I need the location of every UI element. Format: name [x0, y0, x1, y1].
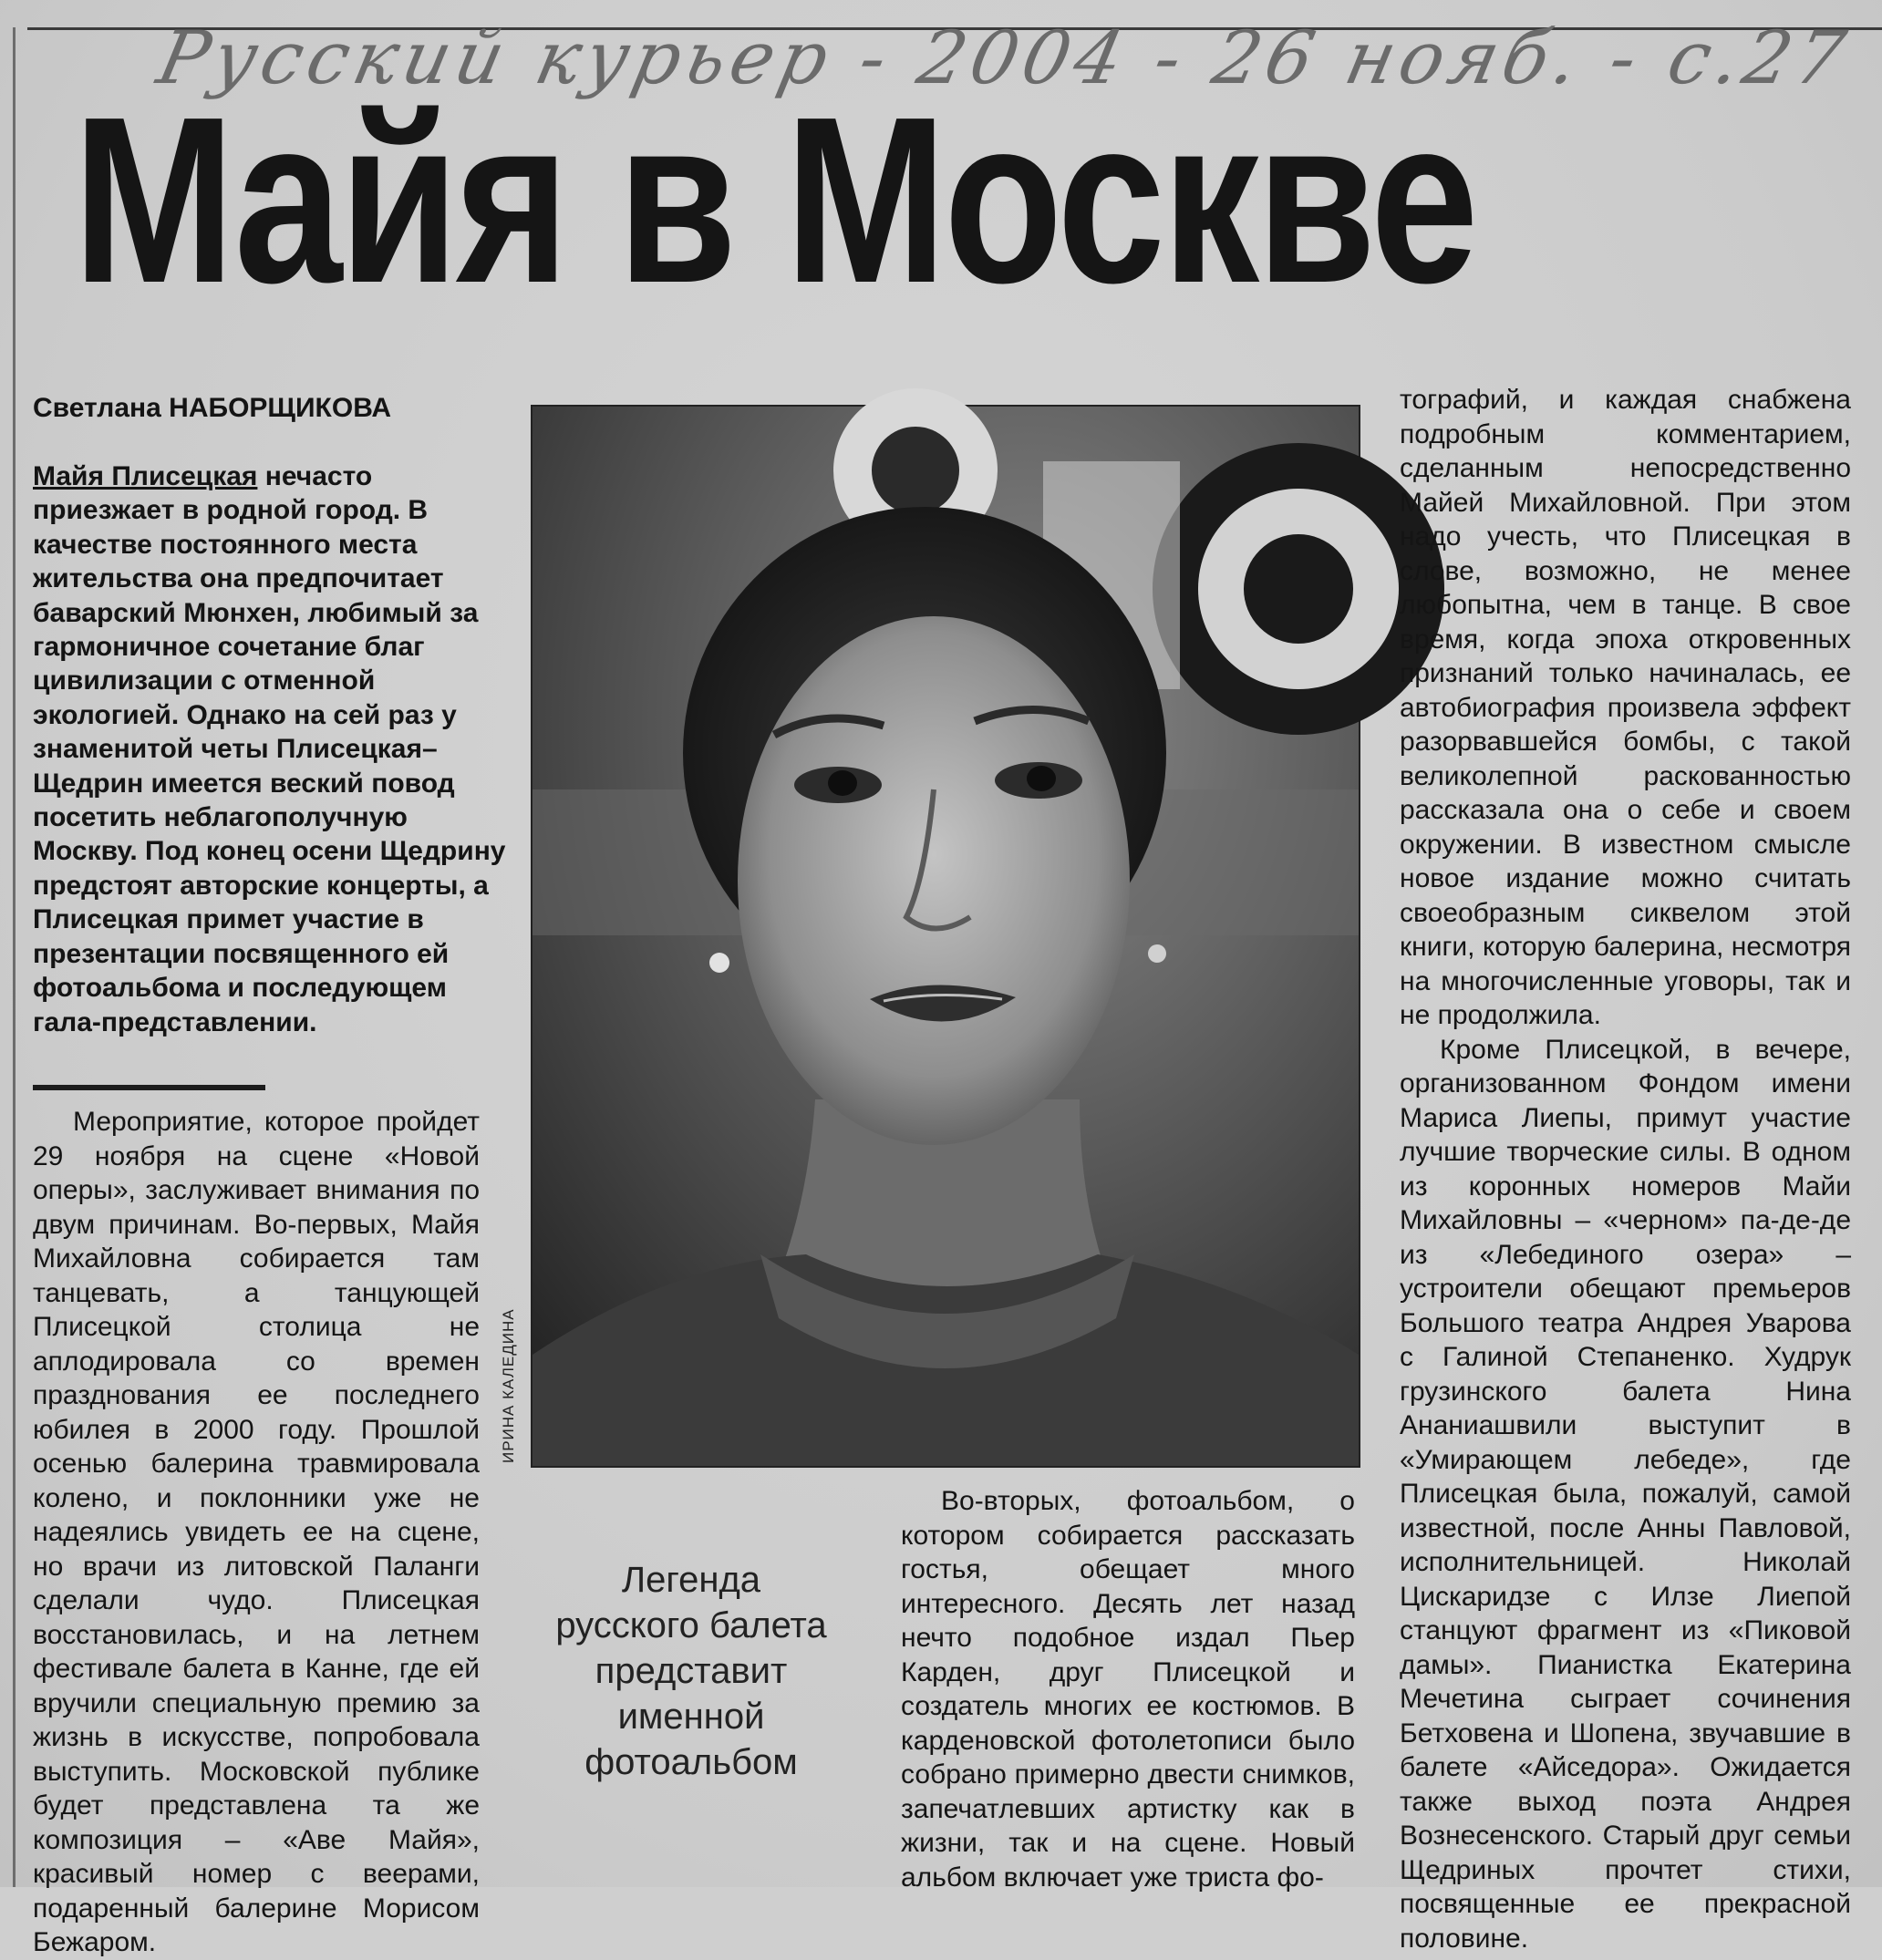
- photo-credit: ИРИНА КАЛЕДИНА: [500, 1308, 517, 1463]
- article-column-3: [1400, 383, 1851, 1955]
- column2-paragraph: Во-вторых, фотоальбом, о котором собирается рассказать гостья, обещает много интересного. Десять лет назад нечто подобное издал Пьер Карден, друг Плисецкой и создатель многих ее костюмов. В карденовской фотолетописи было собрано примерно двести снимков, запечатлевших артистку как в жизни, так и на сцене. Новый альбом включает уже триста фо-: [901, 1486, 1355, 1893]
- byline: Светлана НАБОРЩИКОВА: [33, 393, 392, 423]
- caption-line: именной: [617, 1697, 765, 1737]
- portrait-illustration: [533, 407, 1359, 1466]
- lead-text: нечасто приезжает в родной город. В качестве постоянного места жительства она предпочитает баварский Мюнхен, любимый за гармоничное сочетание благ цивилизации с отменной экологией. Однако на сей раз у знаменитой четы Плисецкая–Щедрин имеется веский повод посетить неблагополучную Москву. Под конец осени Щедрину предстоят авторские концерты, а Плисецкая примет участие в презентации посвященного ей фотоальбома и последующем гала-представлении.: [33, 461, 506, 1037]
- article-column-2: [901, 1484, 1355, 1894]
- photo-caption: [529, 1557, 853, 1785]
- caption-line: Легенда: [621, 1560, 761, 1600]
- lead-name: Майя Плисецкая: [33, 461, 258, 491]
- clipping-edge: [13, 27, 16, 1887]
- column1-paragraph: Мероприятие, которое пройдет 29 ноября на сцене «Новой оперы», заслуживает внимания по двум причинам. Во-первых, Майя Михайловна собирается там танцевать, а танцующей Плисецкой столица не аплодировала со времен празднования ее последнего юбилея в 2000 году. Прошлой осенью балерина травмировала колено, и поклонники уже не надеялись увидеть ее на сцене, но врачи из литовской Паланги сделали чудо. Плисецкая восстановилась, и на летнем фестивале балета в Канне, где ей вручили специальную премию за жизнь в искусстве, попробовала выступить. Московской публике будет представлена та же композиция – «Аве Майя», красивый номер с веерами, подаренный балерине Морисом Бежаром.: [33, 1107, 480, 1957]
- lead-divider: [33, 1085, 265, 1090]
- handwritten-source-note: Русский курьер - 2004 - 26 нояб. - с.27: [150, 15, 1858, 100]
- portrait-photo: [531, 405, 1360, 1468]
- lead-paragraph: [33, 459, 507, 1039]
- caption-line: фотоальбом: [584, 1742, 798, 1782]
- column3-paragraph-2: Кроме Плисецкой, в вечере, организованном Фондом имени Мариса Лиепы, примут участие лучшие творческие силы. В одном из коронных номеров Майи Михайловны – «черном» па-де-де из «Лебединого озера» – устроители обещают премьеров Большого театра Андрея Уварова с Галиной Степаненко. Худрук грузинского балета Нина Ананиашвили выступит в «Умирающем лебеде», где Плисецкая была, пожалуй, самой известной, после Анны Павловой, исполнительницей. Николай Цискаридзе с Илзе Лиепой станцуют фрагмент из «Пиковой дамы». Пианистка Екатерина Мечетина сыграет сочинения Бетховена и Шопена, звучавшие в балете «Айседора». Ожидается также выход поэта Андрея Вознесенского. Старый друг семьи Щедриных прочтет стихи, посвященные ее прекрасной половине.: [1400, 1034, 1851, 1954]
- article-column-1: [33, 1105, 480, 1960]
- column3-paragraph-1: тографий, и каждая снабжена подробным комментарием, сделанным непосредственно Майей Михайловной. При этом надо учесть, что Плисецкая в слове, возможно, не менее любопытна, чем в танце. В свое время, когда эпоха откровенных признаний только начиналась, ее автобиография произвела эффект разорвавшейся бомбы, с такой великолепной раскованностью рассказала она о себе и своем окружении. В известном смысле новое издание можно считать своеобразным сиквелом этой книги, которую балерина, несмотря на многочисленные уговоры, так и не продолжила.: [1400, 385, 1851, 1030]
- caption-line: русского балета: [555, 1605, 827, 1645]
- headline: Майя в Москве: [73, 68, 1476, 333]
- caption-line: представит: [595, 1651, 788, 1691]
